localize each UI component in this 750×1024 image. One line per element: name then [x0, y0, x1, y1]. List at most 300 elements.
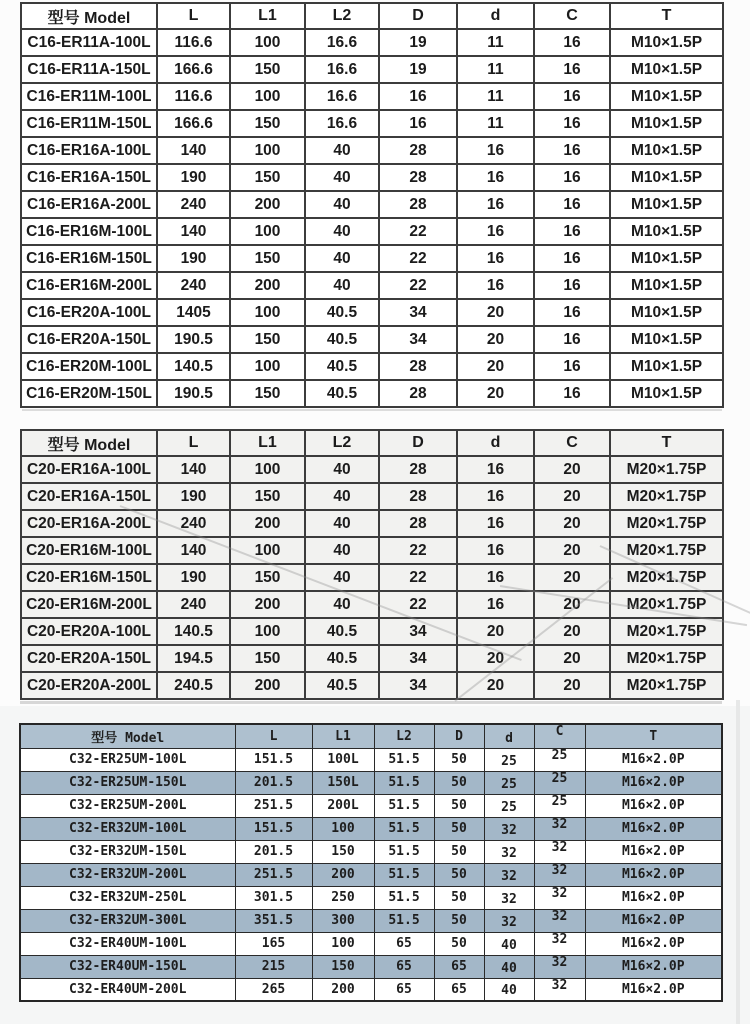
cell-l2: 40.5: [305, 326, 379, 353]
cell-l1: 100: [312, 817, 374, 840]
cell-d-upper: 28: [379, 164, 457, 191]
table-row: [21, 218, 723, 245]
cell-d-upper: 28: [379, 191, 457, 218]
cell-l2: 65: [374, 978, 434, 1001]
cell-d-lower: 11: [457, 29, 534, 56]
table-row: [21, 564, 723, 591]
cell-d-lower: 40: [484, 955, 534, 978]
table-row: [21, 272, 723, 299]
cell-t: M10×1.5P: [610, 29, 723, 56]
cell-l1: 150L: [312, 771, 374, 794]
cell-model: C32-ER32UM-250L: [20, 886, 235, 909]
table-row: [21, 645, 723, 672]
cell-l1: 150: [230, 326, 305, 353]
cell-d-upper: 28: [379, 380, 457, 407]
cell-c: 32: [534, 909, 585, 932]
table-row: [21, 672, 723, 699]
cell-d-upper: 22: [379, 564, 457, 591]
cell-l: 140.5: [157, 353, 230, 380]
cell-d-upper: 22: [379, 537, 457, 564]
cell-l1: 150: [230, 110, 305, 137]
cell-d-upper: 16: [379, 83, 457, 110]
table-row: [21, 56, 723, 83]
cell-d-lower: 40: [484, 978, 534, 1001]
cell-c: 20: [534, 645, 610, 672]
cell-c: 32: [534, 932, 585, 955]
cell-c: 20: [534, 591, 610, 618]
cell-l2: 40: [305, 510, 379, 537]
table-row: [21, 510, 723, 537]
cell-l2: 16.6: [305, 56, 379, 83]
cell-model: C16-ER16A-100L: [21, 137, 157, 164]
cell-l: 151.5: [235, 748, 312, 771]
cell-t: M10×1.5P: [610, 56, 723, 83]
cell-c: 32: [534, 840, 585, 863]
cell-c: 32: [534, 978, 585, 1001]
cell-t: M20×1.75P: [610, 618, 723, 645]
cell-l2: 51.5: [374, 794, 434, 817]
cell-d-upper: 28: [379, 137, 457, 164]
cell-l1: 150: [312, 840, 374, 863]
table-row: [20, 863, 722, 886]
cell-c: 25: [534, 771, 585, 794]
cell-c: 20: [534, 510, 610, 537]
cell-model: C20-ER16M-100L: [21, 537, 157, 564]
table-row: [21, 137, 723, 164]
c20-spec-table: [20, 429, 724, 700]
col-header-t: T: [610, 430, 723, 456]
cell-c: 16: [534, 299, 610, 326]
cell-l: 166.6: [157, 56, 230, 83]
col-header-d-upper: D: [379, 430, 457, 456]
cell-l1: 150: [230, 56, 305, 83]
cell-l2: 51.5: [374, 817, 434, 840]
table-row: [20, 955, 722, 978]
cell-c: 16: [534, 218, 610, 245]
cell-l: 194.5: [157, 645, 230, 672]
table-row: [20, 817, 722, 840]
table-row: [21, 245, 723, 272]
col-header-d-upper: D: [434, 724, 484, 748]
cell-d-lower: 20: [457, 380, 534, 407]
page-edge-strip: [736, 700, 740, 1024]
cell-t: M10×1.5P: [610, 245, 723, 272]
table-row: [20, 840, 722, 863]
cell-l: 140: [157, 537, 230, 564]
cell-d-lower: 32: [484, 863, 534, 886]
cell-c: 16: [534, 110, 610, 137]
cell-c: 20: [534, 564, 610, 591]
col-header-l2: L2: [374, 724, 434, 748]
cell-l: 116.6: [157, 83, 230, 110]
cell-l1: 100: [230, 29, 305, 56]
cell-d-lower: 16: [457, 272, 534, 299]
col-header-t: T: [610, 3, 723, 29]
cell-c: 20: [534, 618, 610, 645]
cell-model: C20-ER16M-200L: [21, 591, 157, 618]
cell-c: 25: [534, 748, 585, 771]
cell-d-lower: 20: [457, 672, 534, 699]
cell-l2: 40.5: [305, 353, 379, 380]
cell-l1: 100: [230, 353, 305, 380]
cell-model: C16-ER11M-150L: [21, 110, 157, 137]
col-header-l1: L1: [230, 3, 305, 29]
cell-l: 190: [157, 483, 230, 510]
cell-d-lower: 16: [457, 137, 534, 164]
cell-d-lower: 16: [457, 218, 534, 245]
cell-l: 116.6: [157, 29, 230, 56]
cell-t: M10×1.5P: [610, 218, 723, 245]
cell-l1: 100: [230, 218, 305, 245]
cell-d-lower: 16: [457, 510, 534, 537]
cell-l: 251.5: [235, 863, 312, 886]
cell-model: C32-ER32UM-300L: [20, 909, 235, 932]
table-bottom-shadow: [20, 701, 722, 704]
cell-c: 25: [534, 794, 585, 817]
cell-model: C16-ER16M-150L: [21, 245, 157, 272]
cell-l2: 40: [305, 591, 379, 618]
cell-d-lower: 32: [484, 886, 534, 909]
table-bottom-shadow: [22, 409, 722, 411]
cell-l2: 51.5: [374, 771, 434, 794]
cell-l: 151.5: [235, 817, 312, 840]
cell-d-upper: 22: [379, 272, 457, 299]
cell-l: 1405: [157, 299, 230, 326]
cell-c: 16: [534, 272, 610, 299]
cell-model: C20-ER16A-200L: [21, 510, 157, 537]
cell-t: M10×1.5P: [610, 191, 723, 218]
col-header-l2: L2: [305, 3, 379, 29]
cell-model: C16-ER16M-100L: [21, 218, 157, 245]
cell-d-lower: 20: [457, 645, 534, 672]
cell-l: 190.5: [157, 380, 230, 407]
cell-model: C32-ER25UM-100L: [20, 748, 235, 771]
cell-l1: 200: [312, 978, 374, 1001]
cell-l2: 40: [305, 564, 379, 591]
cell-model: C16-ER16A-150L: [21, 164, 157, 191]
cell-c: 16: [534, 245, 610, 272]
cell-c: 16: [534, 164, 610, 191]
cell-d-lower: 11: [457, 56, 534, 83]
cell-l1: 150: [312, 955, 374, 978]
cell-model: C32-ER25UM-200L: [20, 794, 235, 817]
cell-d-upper: 16: [379, 110, 457, 137]
cell-d-upper: 22: [379, 591, 457, 618]
table-row: [21, 164, 723, 191]
cell-t: M20×1.75P: [610, 510, 723, 537]
cell-d-lower: 11: [457, 83, 534, 110]
cell-d-lower: 25: [484, 748, 534, 771]
cell-d-lower: 40: [484, 932, 534, 955]
cell-l2: 65: [374, 955, 434, 978]
cell-d-upper: 50: [434, 932, 484, 955]
table-row: [21, 618, 723, 645]
cell-l2: 40: [305, 456, 379, 483]
cell-t: M10×1.5P: [610, 272, 723, 299]
cell-l1: 200: [230, 510, 305, 537]
cell-model: C20-ER16A-150L: [21, 483, 157, 510]
cell-l: 240.5: [157, 672, 230, 699]
cell-d-upper: 34: [379, 326, 457, 353]
cell-d-upper: 34: [379, 672, 457, 699]
cell-l2: 40.5: [305, 672, 379, 699]
cell-l: 190: [157, 245, 230, 272]
cell-l2: 16.6: [305, 29, 379, 56]
cell-model: C32-ER32UM-200L: [20, 863, 235, 886]
table-row: [20, 909, 722, 932]
cell-l: 351.5: [235, 909, 312, 932]
cell-l2: 40: [305, 537, 379, 564]
cell-d-lower: 20: [457, 326, 534, 353]
table-row: [21, 29, 723, 56]
table-row: [21, 483, 723, 510]
cell-l1: 250: [312, 886, 374, 909]
cell-l: 190: [157, 164, 230, 191]
cell-model: C32-ER40UM-200L: [20, 978, 235, 1001]
cell-t: M20×1.75P: [610, 672, 723, 699]
table-row: [20, 748, 722, 771]
cell-d-lower: 25: [484, 794, 534, 817]
col-header-l1: L1: [312, 724, 374, 748]
col-header-d-lower: d: [484, 724, 534, 748]
cell-t: M10×1.5P: [610, 299, 723, 326]
cell-d-upper: 28: [379, 353, 457, 380]
cell-l: 201.5: [235, 840, 312, 863]
cell-c: 20: [534, 483, 610, 510]
table-row: [21, 83, 723, 110]
cell-t: M16×2.0P: [585, 771, 722, 794]
cell-model: C16-ER11M-100L: [21, 83, 157, 110]
cell-l1: 200L: [312, 794, 374, 817]
cell-l: 240: [157, 272, 230, 299]
cell-l1: 300: [312, 909, 374, 932]
cell-model: C16-ER20A-150L: [21, 326, 157, 353]
col-header-model: 型号 Model: [21, 3, 157, 29]
cell-l: 140.5: [157, 618, 230, 645]
cell-c: 16: [534, 137, 610, 164]
cell-d-lower: 32: [484, 909, 534, 932]
c16-spec-table: [20, 2, 724, 408]
cell-l1: 100: [230, 83, 305, 110]
cell-d-upper: 28: [379, 456, 457, 483]
cell-model: C32-ER32UM-100L: [20, 817, 235, 840]
cell-l: 201.5: [235, 771, 312, 794]
cell-model: C16-ER20M-100L: [21, 353, 157, 380]
table-row: [20, 794, 722, 817]
cell-d-upper: 50: [434, 886, 484, 909]
col-header-d-upper: D: [379, 3, 457, 29]
cell-l1: 200: [230, 191, 305, 218]
table-row: [21, 591, 723, 618]
cell-l: 301.5: [235, 886, 312, 909]
cell-l: 251.5: [235, 794, 312, 817]
cell-t: M10×1.5P: [610, 326, 723, 353]
cell-l2: 51.5: [374, 748, 434, 771]
cell-model: C32-ER25UM-150L: [20, 771, 235, 794]
cell-l: 240: [157, 591, 230, 618]
cell-c: 16: [534, 83, 610, 110]
cell-l: 140: [157, 137, 230, 164]
table-row: [21, 326, 723, 353]
table-row: [21, 456, 723, 483]
col-header-t: T: [585, 724, 722, 748]
cell-c: 16: [534, 29, 610, 56]
table-row: [20, 886, 722, 909]
cell-t: M16×2.0P: [585, 978, 722, 1001]
cell-d-lower: 25: [484, 771, 534, 794]
col-header-l1: L1: [230, 430, 305, 456]
cell-model: C32-ER40UM-100L: [20, 932, 235, 955]
cell-d-lower: 20: [457, 353, 534, 380]
cell-model: C16-ER20M-150L: [21, 380, 157, 407]
cell-l2: 40: [305, 483, 379, 510]
cell-model: C16-ER11A-100L: [21, 29, 157, 56]
header-row: [21, 3, 723, 29]
table-row: [21, 299, 723, 326]
cell-t: M16×2.0P: [585, 886, 722, 909]
cell-l1: 100: [230, 137, 305, 164]
cell-model: C32-ER32UM-150L: [20, 840, 235, 863]
cell-t: M20×1.75P: [610, 591, 723, 618]
cell-l2: 40: [305, 191, 379, 218]
cell-l2: 51.5: [374, 840, 434, 863]
col-header-c: C: [534, 430, 610, 456]
cell-l1: 150: [230, 564, 305, 591]
cell-l: 265: [235, 978, 312, 1001]
cell-d-upper: 34: [379, 299, 457, 326]
cell-l1: 100L: [312, 748, 374, 771]
cell-l2: 40: [305, 245, 379, 272]
cell-t: M20×1.75P: [610, 456, 723, 483]
cell-l1: 150: [230, 483, 305, 510]
cell-d-lower: 16: [457, 537, 534, 564]
cell-d-upper: 22: [379, 218, 457, 245]
cell-t: M16×2.0P: [585, 863, 722, 886]
cell-l1: 100: [230, 299, 305, 326]
cell-l2: 40: [305, 272, 379, 299]
cell-d-upper: 22: [379, 245, 457, 272]
cell-t: M20×1.75P: [610, 483, 723, 510]
cell-model: C32-ER40UM-150L: [20, 955, 235, 978]
cell-d-upper: 50: [434, 771, 484, 794]
cell-t: M10×1.5P: [610, 353, 723, 380]
col-header-l: L: [157, 430, 230, 456]
col-header-c: C: [534, 3, 610, 29]
cell-c: 32: [534, 817, 585, 840]
cell-t: M16×2.0P: [585, 840, 722, 863]
cell-t: M10×1.5P: [610, 137, 723, 164]
cell-t: M10×1.5P: [610, 83, 723, 110]
table-row: [20, 978, 722, 1001]
cell-c: 20: [534, 672, 610, 699]
cell-model: C16-ER11A-150L: [21, 56, 157, 83]
cell-l2: 51.5: [374, 909, 434, 932]
cell-l2: 51.5: [374, 886, 434, 909]
cell-d-lower: 20: [457, 618, 534, 645]
cell-d-upper: 19: [379, 29, 457, 56]
cell-c: 32: [534, 955, 585, 978]
cell-d-upper: 28: [379, 483, 457, 510]
cell-model: C20-ER20A-150L: [21, 645, 157, 672]
header-row: [20, 724, 722, 748]
cell-model: C20-ER16A-100L: [21, 456, 157, 483]
cell-l: 240: [157, 191, 230, 218]
cell-t: M20×1.75P: [610, 564, 723, 591]
cell-l1: 200: [230, 672, 305, 699]
cell-c: 32: [534, 863, 585, 886]
cell-d-upper: 65: [434, 978, 484, 1001]
table-row: [21, 537, 723, 564]
cell-c: 16: [534, 56, 610, 83]
cell-t: M10×1.5P: [610, 110, 723, 137]
cell-model: C16-ER16A-200L: [21, 191, 157, 218]
cell-l2: 40.5: [305, 618, 379, 645]
col-header-d-lower: d: [457, 430, 534, 456]
cell-d-lower: 32: [484, 817, 534, 840]
table-row: [21, 380, 723, 407]
cell-d-lower: 16: [457, 591, 534, 618]
cell-model: C16-ER20A-100L: [21, 299, 157, 326]
cell-d-lower: 20: [457, 299, 534, 326]
cell-c: 16: [534, 326, 610, 353]
cell-model: C20-ER20A-200L: [21, 672, 157, 699]
cell-d-lower: 16: [457, 164, 534, 191]
cell-l2: 40.5: [305, 299, 379, 326]
cell-d-lower: 32: [484, 840, 534, 863]
col-header-d-lower: d: [457, 3, 534, 29]
cell-l1: 100: [312, 932, 374, 955]
header-row: [21, 430, 723, 456]
cell-model: C16-ER16M-200L: [21, 272, 157, 299]
cell-l2: 40: [305, 218, 379, 245]
cell-l2: 16.6: [305, 83, 379, 110]
cell-l2: 51.5: [374, 863, 434, 886]
table-row: [21, 353, 723, 380]
cell-model: C20-ER20A-100L: [21, 618, 157, 645]
cell-d-lower: 16: [457, 245, 534, 272]
table-row: [20, 932, 722, 955]
cell-l1: 200: [230, 272, 305, 299]
cell-l: 190: [157, 564, 230, 591]
cell-t: M20×1.75P: [610, 645, 723, 672]
cell-model: C20-ER16M-150L: [21, 564, 157, 591]
cell-c: 32: [534, 886, 585, 909]
cell-l: 140: [157, 218, 230, 245]
table-row: [21, 191, 723, 218]
cell-t: M16×2.0P: [585, 909, 722, 932]
cell-t: M16×2.0P: [585, 794, 722, 817]
col-header-model: 型号 Model: [21, 430, 157, 456]
c32-spec-table: [19, 723, 723, 1002]
cell-t: M16×2.0P: [585, 817, 722, 840]
col-header-l: L: [235, 724, 312, 748]
cell-c: 16: [534, 353, 610, 380]
cell-d-upper: 50: [434, 863, 484, 886]
col-header-c: C: [534, 724, 585, 748]
col-header-model: 型号 Model: [20, 724, 235, 748]
col-header-l: L: [157, 3, 230, 29]
cell-d-lower: 16: [457, 191, 534, 218]
cell-d-upper: 28: [379, 510, 457, 537]
cell-d-upper: 50: [434, 909, 484, 932]
cell-l2: 16.6: [305, 110, 379, 137]
cell-d-upper: 19: [379, 56, 457, 83]
cell-l: 240: [157, 510, 230, 537]
cell-d-upper: 50: [434, 748, 484, 771]
cell-l1: 150: [230, 164, 305, 191]
cell-l2: 40.5: [305, 645, 379, 672]
cell-l1: 150: [230, 380, 305, 407]
